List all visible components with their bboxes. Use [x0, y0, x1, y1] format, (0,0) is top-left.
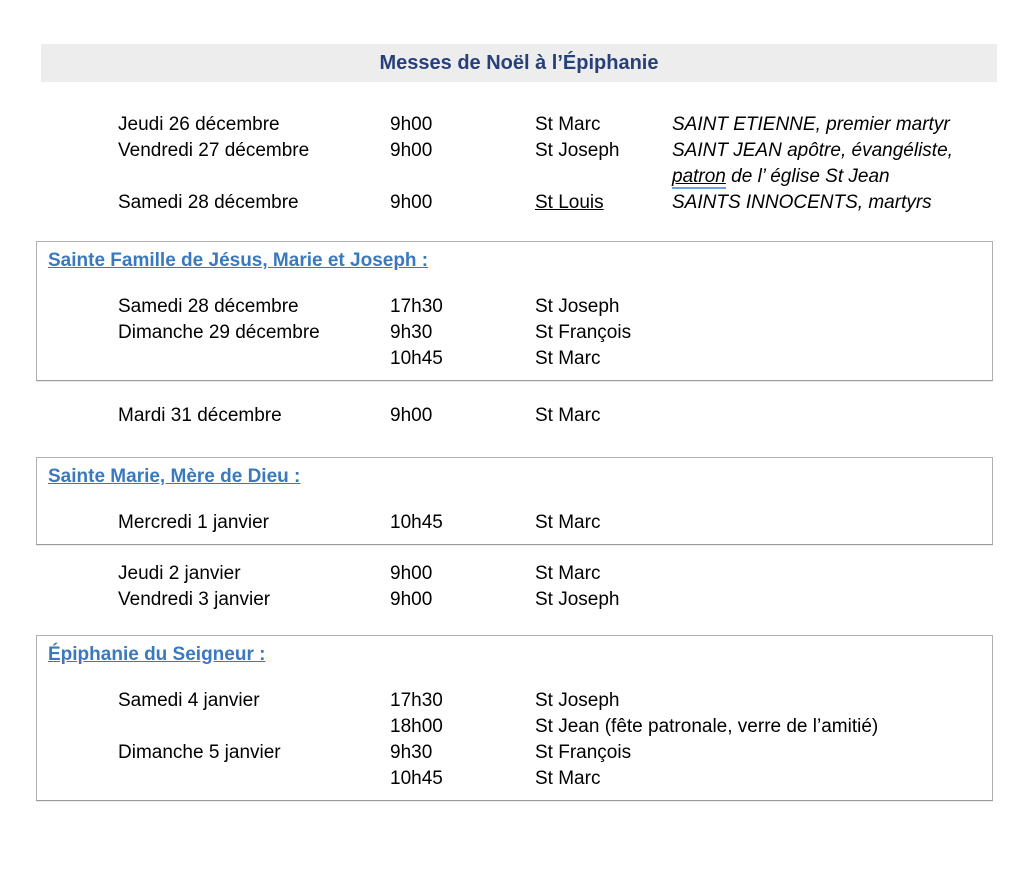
section-box-epiphanie [36, 635, 993, 801]
mass-time: 10h45 [390, 768, 443, 789]
mass-church [535, 164, 672, 190]
document-page [0, 44, 1024, 801]
mass-date: Vendredi 27 décembre [118, 140, 310, 161]
table-row [118, 688, 992, 714]
mass-date: Mardi 31 décembre [118, 405, 282, 426]
section-box-sainte-famille [36, 241, 993, 381]
mass-feast-note-continued [672, 164, 1024, 190]
mass-date [118, 346, 390, 372]
mass-date: Samedi 28 décembre [118, 296, 299, 317]
mass-time: 9h00 [390, 589, 433, 610]
mass-church: St François [535, 322, 632, 343]
table-row [118, 740, 992, 766]
patron-link[interactable]: patron [672, 166, 726, 187]
mass-date [118, 766, 390, 792]
mass-time: 17h30 [390, 296, 443, 317]
table-row [118, 112, 1024, 138]
mass-time: 10h45 [390, 348, 443, 369]
mass-date: Dimanche 29 décembre [118, 322, 320, 343]
standalone-schedule-block [118, 403, 1024, 429]
mass-church: St Jean (fête patronale, verre de l’amitié) [535, 716, 879, 737]
mass-time: 9h00 [390, 140, 433, 161]
mass-date: Vendredi 3 janvier [118, 589, 271, 610]
mass-date: Jeudi 2 janvier [118, 563, 241, 584]
mass-church: St Marc [535, 348, 601, 369]
table-row [118, 320, 992, 346]
mass-date: Jeudi 26 décembre [118, 114, 280, 135]
mass-time: 10h45 [390, 512, 443, 533]
mass-church: St Marc [535, 563, 601, 584]
table-row [118, 561, 1024, 587]
mass-church: St Joseph [535, 589, 620, 610]
table-row [118, 138, 1024, 164]
mass-time: 9h00 [390, 192, 433, 213]
mass-feast-note: SAINT ETIENNE, premier martyr [672, 114, 950, 135]
mass-church: St Joseph [535, 690, 620, 711]
mass-church: St Marc [535, 405, 601, 426]
section-header: Sainte Marie, Mère de Dieu : [48, 466, 301, 487]
mass-time: 9h30 [390, 322, 433, 343]
title-bar [41, 44, 997, 82]
mass-church: St Marc [535, 512, 601, 533]
section-box-sainte-marie [36, 457, 993, 545]
page-title: Messes de Noël à l’Épiphanie [379, 51, 659, 74]
table-row [118, 714, 992, 740]
mass-time: 9h00 [390, 563, 433, 584]
mass-time: 9h00 [390, 114, 433, 135]
mass-date [118, 164, 390, 190]
table-row [118, 587, 1024, 613]
section-header: Sainte Famille de Jésus, Marie et Joseph : [48, 250, 429, 271]
table-row [118, 294, 992, 320]
mass-date [118, 714, 390, 740]
standalone-schedule-block [118, 561, 1024, 613]
mass-feast-note: SAINT JEAN apôtre, évangéliste, [672, 140, 953, 161]
mass-feast-note: SAINTS INNOCENTS, martyrs [672, 192, 932, 213]
table-row [118, 346, 992, 372]
mass-church: St Marc [535, 768, 601, 789]
mass-church-underlined: St Louis [535, 192, 604, 213]
mass-time: 9h00 [390, 405, 433, 426]
mass-time: 18h00 [390, 716, 443, 737]
mass-church: St Joseph [535, 140, 620, 161]
mass-feast-note-rest: de l’ église St Jean [725, 166, 890, 187]
table-row [118, 510, 992, 536]
mass-time: 17h30 [390, 690, 443, 711]
mass-date: Mercredi 1 janvier [118, 512, 269, 533]
table-row [118, 164, 1024, 190]
mass-date: Samedi 4 janvier [118, 690, 260, 711]
mass-time: 9h30 [390, 742, 433, 763]
mass-date: Samedi 28 décembre [118, 192, 299, 213]
mass-time [390, 164, 535, 190]
mass-church: St Joseph [535, 296, 620, 317]
intro-schedule-block [118, 112, 1024, 216]
table-row [118, 766, 992, 792]
mass-church: St François [535, 742, 632, 763]
mass-date: Dimanche 5 janvier [118, 742, 281, 763]
mass-church: St Marc [535, 114, 601, 135]
section-header: Épiphanie du Seigneur : [48, 644, 266, 665]
table-row [118, 403, 1024, 429]
table-row [118, 190, 1024, 216]
